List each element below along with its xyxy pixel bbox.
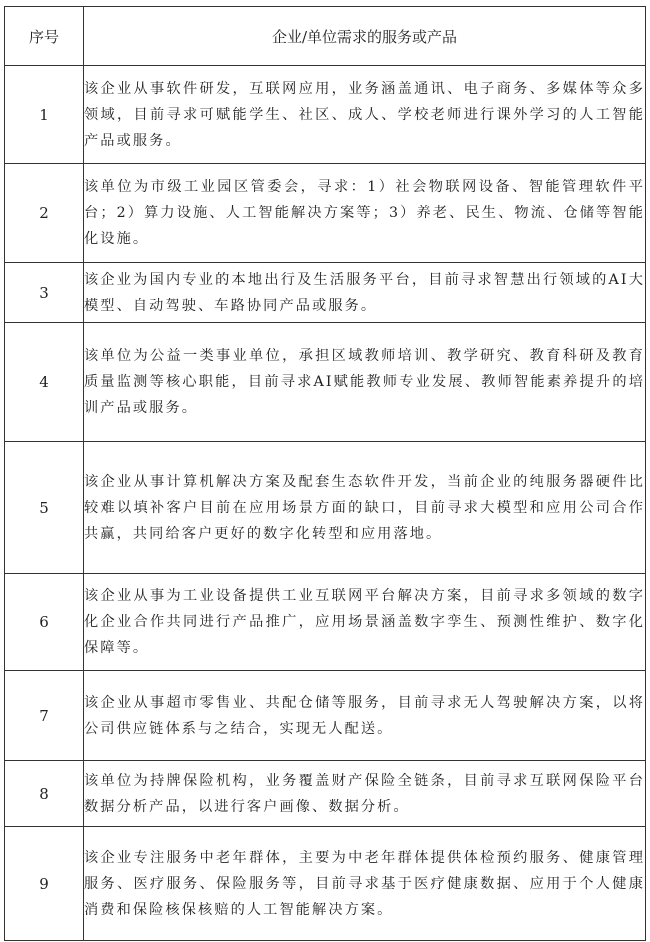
row-description: 该企业从事计算机解决方案及配套生态软件开发，当前企业的纯服务器硬件比较难以填补客户目前在应用场景方面的缺口，目前寻求大模型和应用公司合作共赢，共同给客户更好的数字化转型和应用落地。 <box>84 442 646 574</box>
row-serial-number: 3 <box>5 263 84 323</box>
row-serial-number: 4 <box>5 323 84 442</box>
row-description: 该企业从事为工业设备提供工业互联网平台解决方案，目前寻求多领域的数字化企业合作共同进行产品推广，应用场景涵盖数字孪生、预测性维护、数字化保障等。 <box>84 574 646 671</box>
table-row <box>5 827 646 941</box>
row-description: 该企业专注服务中老年群体，主要为中老年群体提供体检预约服务、健康管理服务、医疗服务、保险服务等，目前寻求基于医疗健康数据、应用于个人健康消费和保险核保核赔的人工智能解决方案。 <box>84 827 646 941</box>
row-description: 该单位为市级工业园区管委会，寻求：1）社会物联网设备、智能管理软件平台；2）算力设施、人工智能解决方案等；3）养老、民生、物流、仓储等智能化设施。 <box>84 164 646 263</box>
row-description: 该单位为公益一类事业单位，承担区域教师培训、教学研究、教育科研及教育质量监测等核心职能，目前寻求AI赋能教师专业发展、教师智能素养提升的培训产品或服务。 <box>84 323 646 442</box>
row-description: 该企业从事超市零售业、共配仓储等服务，目前寻求无人驾驶解决方案，以将公司供应链体系与之结合，实现无人配送。 <box>84 671 646 761</box>
requirements-table <box>4 6 646 941</box>
row-serial-number: 7 <box>5 671 84 761</box>
row-description: 该企业为国内专业的本地出行及生活服务平台，目前寻求智慧出行领域的AI大模型、自动驾驶、车路协同产品或服务。 <box>84 263 646 323</box>
row-serial-number: 2 <box>5 164 84 263</box>
row-description: 该企业从事软件研发，互联网应用，业务涵盖通讯、电子商务、多媒体等众多领域，目前寻求可赋能学生、社区、成人、学校老师进行课外学习的人工智能产品或服务。 <box>84 66 646 164</box>
row-serial-number: 6 <box>5 574 84 671</box>
table-row <box>5 263 646 323</box>
table-row <box>5 761 646 827</box>
header-serial-number: 序号 <box>5 7 84 66</box>
table-row <box>5 66 646 164</box>
table-row <box>5 164 646 263</box>
row-description: 该单位为持牌保险机构，业务覆盖财产保险全链条，目前寻求互联网保险平台数据分析产品，以进行客户画像、数据分析。 <box>84 761 646 827</box>
row-serial-number: 9 <box>5 827 84 941</box>
table-row <box>5 442 646 574</box>
table-row <box>5 323 646 442</box>
header-row <box>5 7 646 66</box>
row-serial-number: 5 <box>5 442 84 574</box>
table-row <box>5 671 646 761</box>
row-serial-number: 8 <box>5 761 84 827</box>
table-row <box>5 574 646 671</box>
header-service-or-product: 企业/单位需求的服务或产品 <box>84 7 646 66</box>
row-serial-number: 1 <box>5 66 84 164</box>
